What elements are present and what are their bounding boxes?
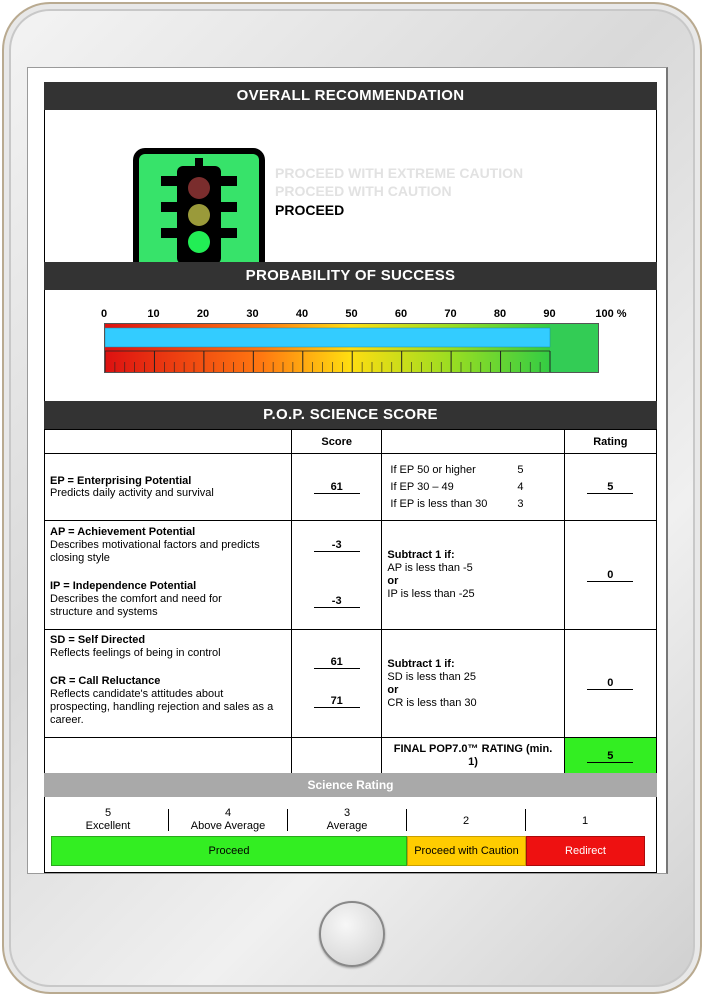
table-row-sd-cr	[45, 630, 657, 738]
ap-ip-rating: 0	[587, 569, 633, 582]
ip-name: IP = Independence Potential	[50, 580, 197, 592]
option-extreme-caution: PROCEED WITH EXTREME CAUTION	[275, 165, 524, 181]
report-document	[44, 82, 657, 872]
level-2: 2	[462, 815, 470, 827]
score-column-header: Score	[292, 430, 382, 454]
ep-rule-3: If EP is less than 30	[390, 497, 488, 510]
ap-desc: Describes motivational factors and predicts closing style	[50, 539, 260, 564]
ap-ip-rule-line1: AP is less than -5	[387, 562, 473, 574]
recommendation-panel	[44, 110, 657, 262]
final-empty-cell	[45, 738, 292, 775]
scale-label-5: 50	[345, 308, 358, 320]
ep-rule-2: If EP 30 – 49	[390, 480, 454, 493]
pop-science-header: P.O.P. SCIENCE SCORE	[44, 401, 657, 429]
level-4: 4 Above Average	[190, 807, 266, 832]
scale-label-3: 30	[246, 308, 259, 320]
scale-label-1: 10	[147, 308, 160, 320]
sd-cr-rule-head: Subtract 1 if:	[387, 657, 455, 670]
scale-label-8: 80	[493, 308, 507, 320]
scale-label-9: 90	[543, 308, 556, 320]
cr-score: 71	[314, 695, 360, 708]
ep-desc: Predicts daily activity and survival	[50, 487, 214, 499]
scale-label-6: 60	[394, 308, 408, 320]
science-rating-header: Science Rating	[44, 773, 657, 797]
ap-ip-rule-line2: IP is less than -25	[387, 588, 475, 600]
probability-value-bar	[105, 328, 550, 347]
empty-header-cell	[45, 430, 292, 454]
ap-ip-rule-head: Subtract 1 if:	[387, 549, 455, 561]
option-caution: PROCEED WITH CAUTION	[275, 183, 452, 199]
level-1: 1	[581, 815, 589, 827]
sd-name: SD = Self Directed	[50, 634, 146, 646]
table-row-ap-ip	[45, 521, 657, 630]
level-5: 5 Excellent	[85, 807, 131, 832]
level-3: 3 Average	[326, 807, 368, 832]
band-proceed: Proceed	[51, 836, 407, 866]
band-redirect: Redirect	[526, 836, 645, 866]
probability-header: PROBABILITY OF SUCCESS	[44, 262, 657, 290]
scale-label-4: 40	[295, 308, 309, 320]
final-empty-cell-2	[292, 738, 382, 775]
ep-rule-2-val: 4	[517, 480, 524, 493]
option-proceed: PROCEED	[275, 202, 345, 218]
band-proceed-caution: Proceed with Caution	[407, 836, 526, 866]
table-row-ep	[45, 454, 657, 521]
scale-label-10: 100 %	[595, 308, 627, 320]
sd-cr-rule-line2: CR is less than 30	[387, 696, 477, 709]
scale-label-2: 20	[196, 308, 210, 320]
ep-rule-1-val: 5	[517, 463, 524, 476]
ep-rule-1: If EP 50 or higher	[390, 463, 476, 476]
rating-column-header: Rating	[564, 430, 656, 454]
ap-ip-rule-or: or	[387, 575, 399, 587]
traffic-light-icon	[133, 148, 265, 280]
table-row-final	[45, 738, 657, 775]
ep-name: EP = Enterprising Potential	[50, 475, 192, 487]
sd-score: 61	[314, 656, 360, 669]
ap-score: -3	[314, 539, 360, 552]
green-light-icon	[188, 231, 210, 253]
sd-desc: Reflects feelings of being in control	[50, 647, 221, 659]
traffic-light-graphic	[139, 154, 259, 274]
sd-cr-rule-or: or	[387, 683, 399, 696]
empty-header-cell-2	[382, 430, 564, 454]
ip-desc: Describes the comfort and need for structure and systems	[50, 593, 222, 618]
sd-cr-rating: 0	[587, 677, 633, 690]
red-light-icon	[188, 177, 210, 199]
scale-label-7: 70	[444, 308, 457, 320]
ep-rule-3-val: 3	[517, 497, 524, 510]
ep-score: 61	[314, 481, 360, 494]
ep-rating: 5	[587, 481, 633, 494]
overall-recommendation-header: OVERALL RECOMMENDATION	[44, 82, 657, 110]
final-rating-label: FINAL POP7.0™ RATING (min. 1)	[382, 738, 564, 775]
sd-cr-rule-line1: SD is less than 25	[387, 670, 477, 683]
probability-bar	[104, 323, 599, 373]
pop-score-table	[44, 429, 657, 775]
yellow-light-icon	[188, 204, 210, 226]
science-rating-panel	[44, 797, 657, 873]
home-button[interactable]	[319, 901, 385, 967]
final-rating-value: 5	[587, 750, 633, 763]
scale-label-0: 0	[100, 308, 108, 320]
ap-name: AP = Achievement Potential	[50, 526, 196, 538]
cr-desc: Reflects candidate's attitudes about prospecting, handling rejection and sales as a career.	[50, 688, 274, 726]
cr-name: CR = Call Reluctance	[50, 675, 161, 687]
ip-score: -3	[314, 595, 360, 608]
